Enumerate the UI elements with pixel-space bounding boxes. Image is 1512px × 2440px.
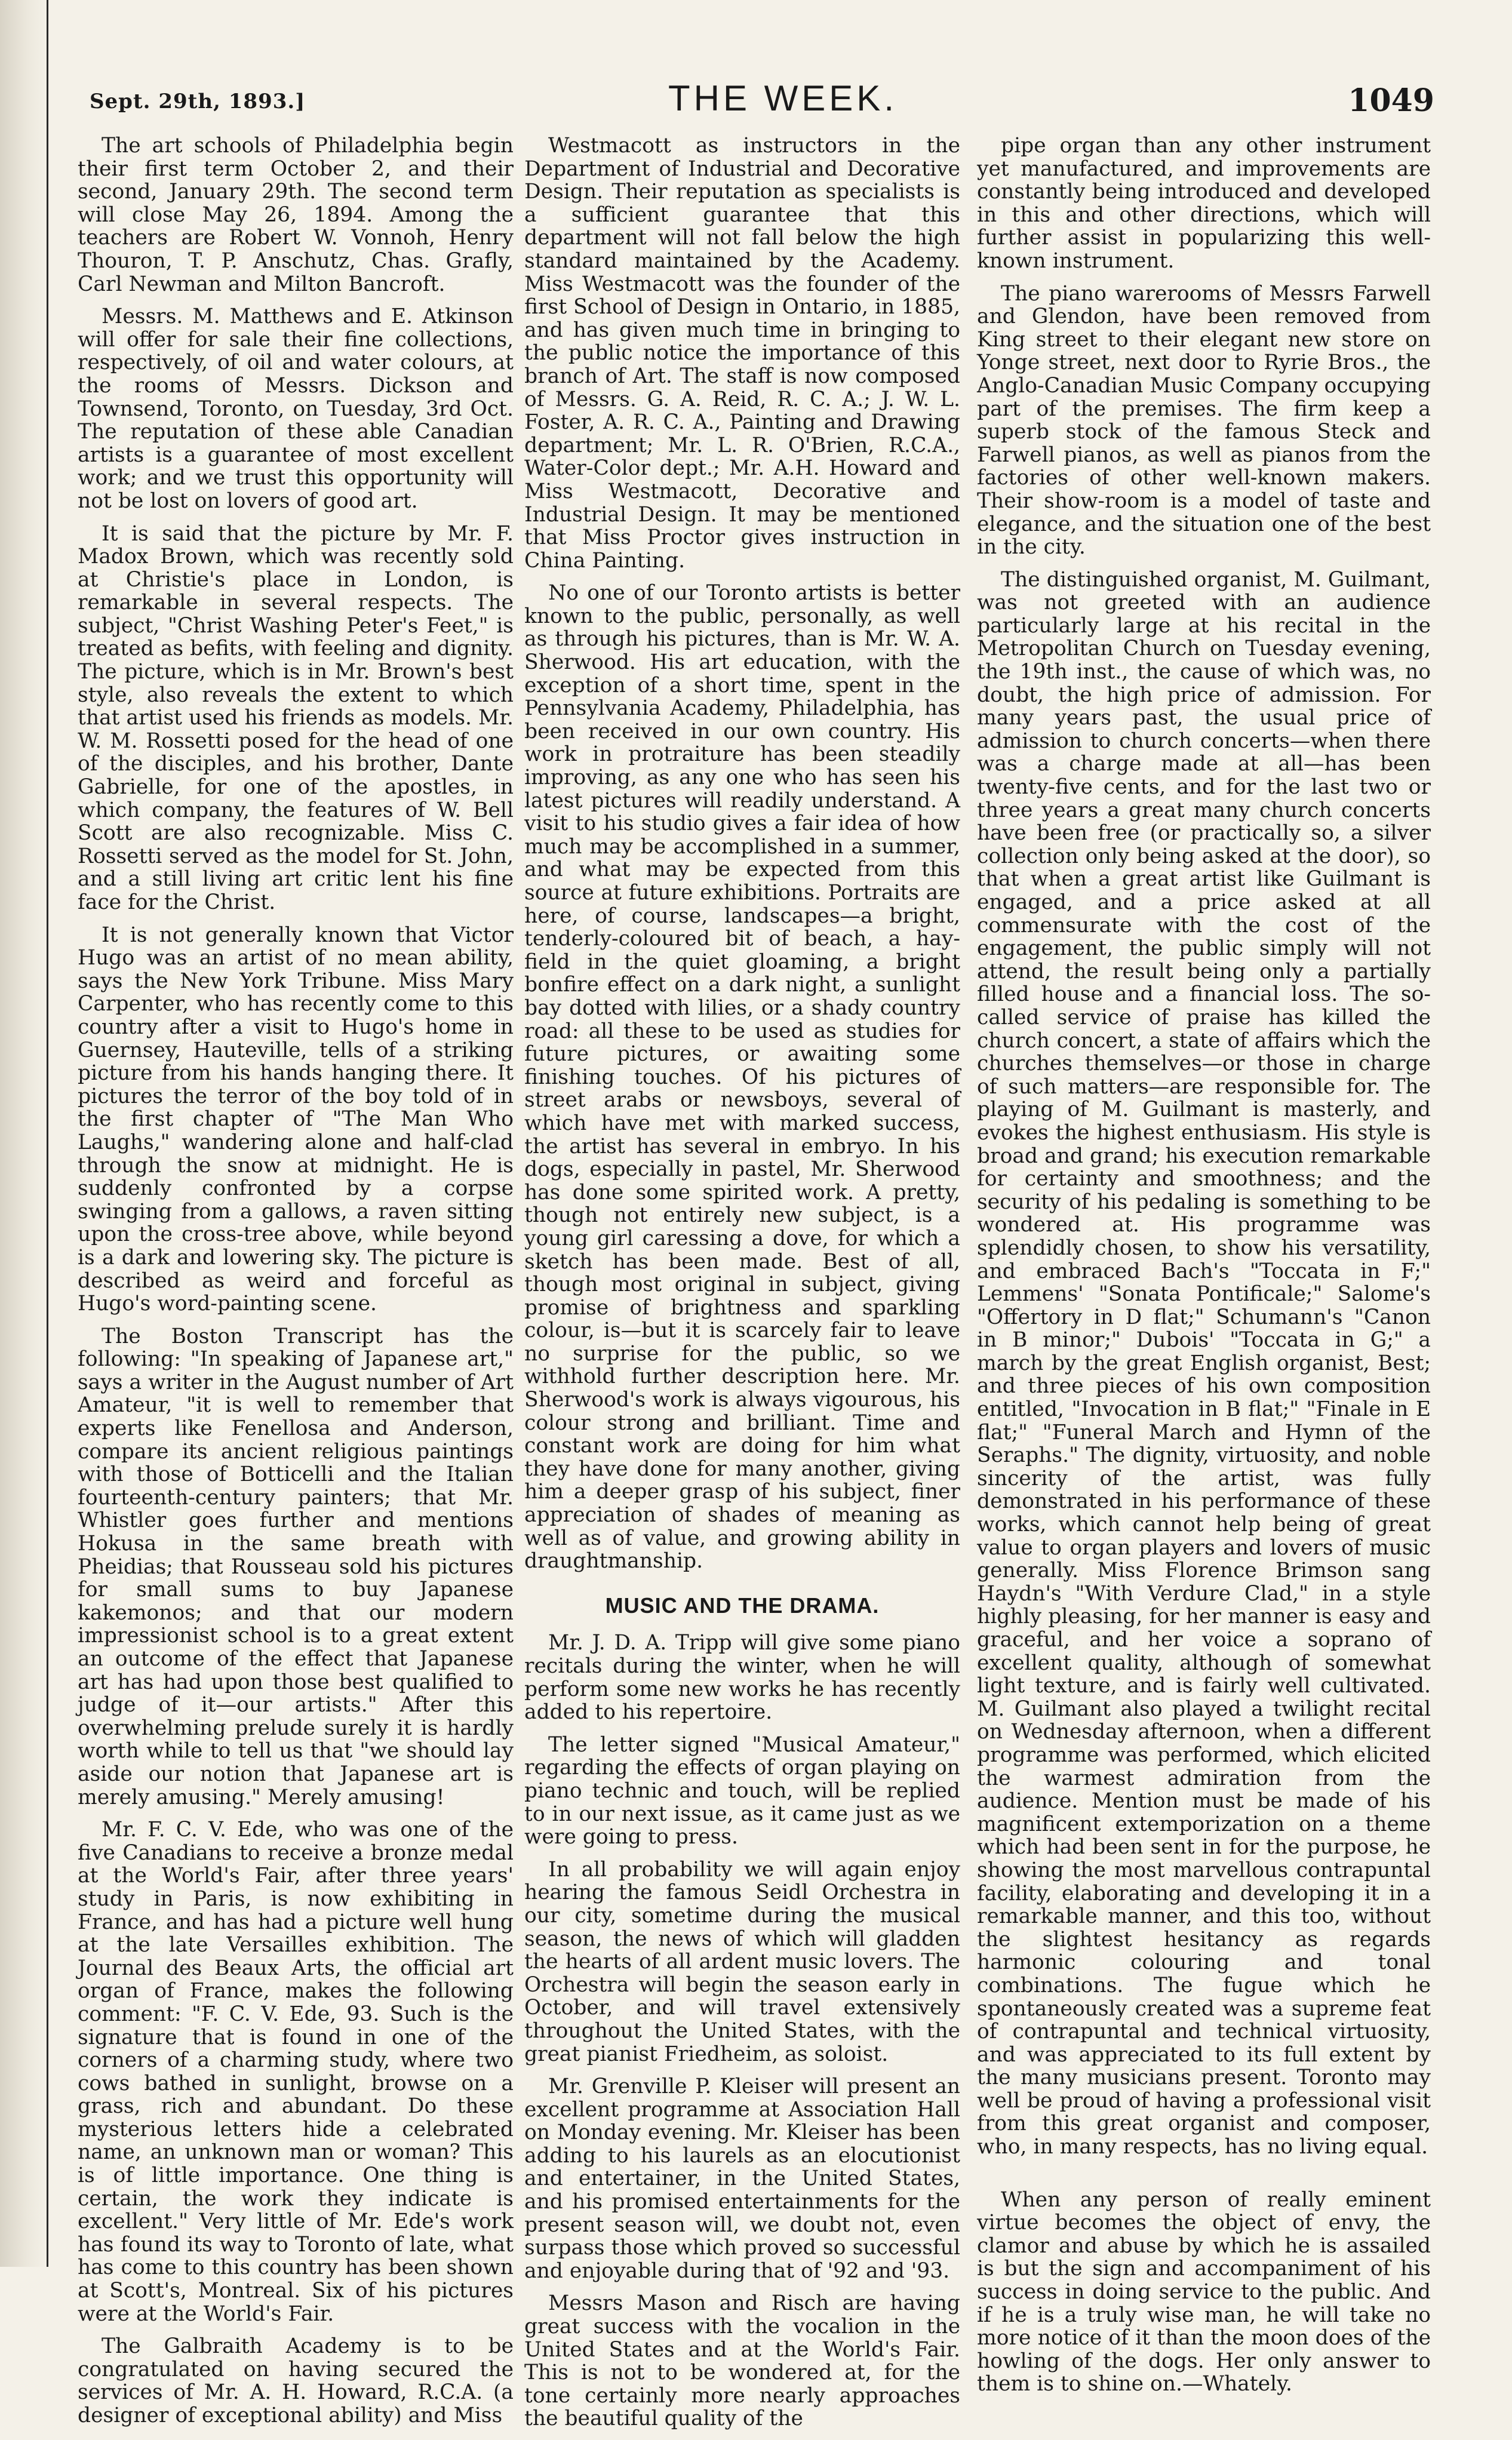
spacer [977,2168,1431,2189]
paragraph: The piano warerooms of Messrs Farwell and Glendon, have been removed from King street to their elegant new store on Yonge street, next door to Ryrie Bros., the Anglo-Canadian Music Company occupying part of the premises. The firm keep a superb stock of the famous Steck and Farwell pianos, as well as pianos from the factories of other well-known makers. Their show-room is a model of taste and elegance, and the situation one of the best in the city. [977,281,1431,560]
column-right [977,134,1431,2405]
page-number: 1049 [1348,82,1434,119]
paragraph: Mr. Grenville P. Kleiser will present an excellent programme at Association Hall on Monday evening. Mr. Kleiser has been adding to his laurels as an elocutionist and entertainer, in the United States, and his promised entertainments for the present season will, we doubt not, even surpass those which proved so successful and enjoyable during that of '92 and '93. [524,2075,960,2283]
publication-title: THE WEEK. [668,78,898,118]
paragraph: Mr. J. D. A. Tripp will give some piano recitals during the winter, when he will perform some new works he has recently added to his repertoire. [524,1631,960,1725]
column-left [78,134,514,2437]
issue-date: Sept. 29th, 1893.] [90,90,306,113]
paragraph: The art schools of Philadelphia begin their first term October 2, and their second, January 29th. The second term will close May 26, 1894. Among the teachers are Robert W. Vonnoh, Henry Thouron, T. P. Anschutz, Chas. Grafly, Carl Newman and Milton Bancroft. [78,134,514,296]
paragraph: The Boston Transcript has the following: "In speaking of Japanese art," says a writer in the August number of Art Amateur, "it is well to remember that experts like Fenellosa and Anderson, compare its ancient religious paintings with those of Botticelli and the Italian fourteenth-century painters; that Mr. Whistler goes further and mentions Hokusa in the same breath with Pheidias; that Rousseau sold his pictures for small sums to buy Japanese kakemonos; and that our modern impressionist school is to a great extent an outcome of the effect that Japanese art has had upon those best qualified to judge of it—our artists." After this overwhelming prelude surely it is hardly worth while to tell us that "we should lay aside our notion that Japanese art is merely amusing." Merely amusing! [78,1324,514,1809]
paragraph: The Galbraith Academy is to be congratulated on having secured the services of Mr. A. H. Howard, R.C.A. (a designer of exceptional ability) and Miss [78,2334,514,2427]
paragraph: It is not generally known that Victor Hugo was an artist of no mean ability, says the New York Tribune. Miss Mary Carpenter, who has recently come to this country after a visit to Hugo's home in Guernsey, Hauteville, tells of a striking picture from his hands hanging there. It pictures the terror of the boy told of in the first chapter of "The Man Who Laughs," wandering alone and half-clad through the snow at midnight. He is suddenly confronted by a corpse swinging from a gallows, a raven sitting upon the cross-tree above, while beyond is a dark and lowering sky. The picture is described as weird and forceful as Hugo's word-painting scene. [78,923,514,1316]
binding-edge [0,0,48,2267]
paragraph: The distinguished organist, M. Guilmant, was not greeted with an audience particularly large at his recital in the Metropolitan Church on Tuesday evening, the 19th inst., the cause of which was, no doubt, the high price of admission. For many years past, the usual price of admission to church concerts—when there was a charge made at all—has been twenty-five cents, and for the last two or three years a great many church concerts have been free (or practically so, a silver collection only being asked at the door), so that when a great artist like Guilmant is engaged, and a price asked at all commensurate with the cost of the engagement, the public simply will not attend, the result being only a partially filled house and a financial loss. The so-called service of praise has killed the church concert, a state of affairs which the churches themselves—or those in charge of such matters—are responsible for. The playing of M. Guilmant is masterly, and evokes the highest enthusiasm. His style is broad and grand; his execution remarkable for certainty and smoothness; and the security of his pedaling is something to be wondered at. His programme was splendidly chosen, to show his versatility, and embraced Bach's "Toccata in F;" Lemmens' "Sonata Pontificale;" Salome's "Offertory in D flat;" Schumann's "Canon in B minor;" Dubois' "Toccata in G;" a march by the great English organist, Best; and three pieces of his own composition entitled, "Invocation in B flat;" "Finale in E flat;" "Funeral March and Hymn of the Seraphs." The dignity, virtuosity, and noble sincerity of the artist, was fully demonstrated in his performance of these works, which cannot help being of great value to organ players and lovers of music generally. Miss Florence Brimson sang Haydn's "With Verdure Clad," in a style highly pleasing, for her manner is easy and graceful, and her voice a soprano of excellent quality, although of somewhat light texture, and is fairly well cultivated. M. Guilmant also played a twilight recital on Wednesday afternoon, when a different programme was performed, which elicited the warmest admiration from the audience. Mention must be made of his magnificent extemporization on a theme which had been sent in for the purpose, he showing the most marvellous contrapuntal facility, elaborating and developing it in a remarkable manner, and this too, without the slightest hesitancy as regards harmonic colouring and tonal combinations. The fugue which he spontaneously created was a supreme feat of contrapuntal and technical virtuosity, and was appreciated to its full extent by the many musicians present. Toronto may well be proud of having a professional visit from this great organist and composer, who, in many respects, has no living equal. [977,567,1431,2159]
paragraph: Messrs Mason and Risch are having great success with the vocalion in the United States and at the World's Fair. This is not to be wondered at, for the tone certainly more nearly approaches the beautiful quality of the [524,2291,960,2431]
paragraph: pipe organ than any other instrument yet manufactured, and improvements are constantly being introduced and developed in this and other directions, which will further assist in popularizing this well-known instrument. [977,134,1431,273]
column-middle [524,134,960,2440]
paragraph: It is said that the picture by Mr. F. Madox Brown, which was recently sold at Christie's place in London, is remarkable in several respects. The subject, "Christ Washing Peter's Feet," is treated as befits, with feeling and dignity. The picture, which is in Mr. Brown's best style, also reveals the extent to which that artist used his friends as models. Mr. W. M. Rossetti posed for the head of one of the disciples, and his brother, Dante Gabrielle, for one of the apostles, in which company, the features of W. Bell Scott are also recognizable. Miss C. Rossetti served as the model for St. John, and a still living art critic lent his fine face for the Christ. [78,521,514,914]
paragraph: In all probability we will again enjoy hearing the famous Seidl Orchestra in our city, sometime during the musical season, the news of which will gladden the hearts of all ardent music lovers. The Orchestra will begin the season early in October, and will travel extensively throughout the United States, with the great pianist Friedheim, as soloist. [524,1857,960,2066]
paragraph: No one of our Toronto artists is better known to the public, personally, as well as through his pictures, than is Mr. W. A. Sherwood. His art education, with the exception of a short time, spent in the Pennsylvania Academy, Philadelphia, has been received in our own country. His work in protraiture has been steadily improving, as any one who has seen his latest pictures will readily understand. A visit to his studio gives a fair idea of how much may be accomplished in a summer, and what may be expected from this source at future exhibitions. Portraits are here, of course, landscapes—a bright, tenderly-coloured bit of beach, a hay-field in the quiet gloaming, a bright bonfire effect on a dark night, a sunlight bay dotted with lilies, or a shady country road: all these to be used as studies for future pictures, or awaiting some finishing touches. Of his pictures of street arabs or newsboys, several of which have met with marked success, the artist has several in embryo. In his dogs, especially in pastel, Mr. Sherwood has done some spirited work. A pretty, though not entirely new subject, is a young girl caressing a dove, for which a sketch has been made. Best of all, though most original in subject, giving promise of brightness and sparkling colour, is—but it is scarcely fair to leave no surprise for the public, so we withhold further description here. Mr. Sherwood's work is always vigourous, his colour strong and brilliant. Time and constant work are doing for him what they have done for many another, giving him a deeper grasp of his subject, finer appreciation of shades of meaning as well as of value, and growing ability in draughtmanship. [524,581,960,1574]
section-heading-music-drama: MUSIC AND THE DRAMA. [605,1593,880,1618]
paragraph: Westmacott as instructors in the Department of Industrial and Decorative Design. Their reputation as specialists is a sufficient guarantee that this department will not fall below the high standard maintained by the Academy. Miss Westmacott was the founder of the first School of Design in Ontario, in 1885, and has given much time in bringing to the public notice the importance of this branch of Art. The staff is now composed of Messrs. G. A. Reid, R. C. A.; J. W. L. Foster, A. R. C. A., Painting and Drawing department; Mr. L. R. O'Brien, R.C.A., Water-Color dept.; Mr. A.H. Howard and Miss Westmacott, Decorative and Industrial Design. It may be mentioned that Miss Proctor gives instruction in China Painting. [524,134,960,573]
paragraph: Messrs. M. Matthews and E. Atkinson will offer for sale their fine collections, respectively, of oil and water colours, at the rooms of Messrs. Dickson and Townsend, Toronto, on Tuesday, 3rd Oct. The reputation of these able Canadian artists is a guarantee of most excellent work; and we trust this opportunity will not be lost on lovers of good art. [78,305,514,513]
paragraph: Mr. F. C. V. Ede, who was one of the five Canadians to receive a bronze medal at the World's Fair, after three years' study in Paris, is now exhibiting in France, and has had a picture well hung at the late Versailles exhibition. The Journal des Beaux Arts, the official art organ of France, makes the following comment: "F. C. V. Ede, 93. Such is the signature that is found in one of the corners of a charming study, where two cows bathed in sunlight, browse on a grass, rich and abundant. Do these mysterious letters hide a celebrated name, an unknown man or woman? This is of little importance. One thing is certain, the work they indicate is excellent." Very little of Mr. Ede's work has found its way to Toronto of late, what has come to this country has been shown at Scott's, Montreal. Six of his pictures were at the World's Fair. [78,1818,514,2326]
closing-quote: When any person of really eminent virtue becomes the object of envy, the clamor and abuse by which he is assailed is but the sign and accompaniment of his success in doing service to the public. And if he is a truly wise man, he will take no more notice of it than the moon does of the howling of the dogs. Her only answer to them is to shine on.—Whately. [977,2187,1431,2396]
paragraph: The letter signed "Musical Amateur," regarding the effects of organ playing on piano technic and touch, will be replied to in our next issue, as it came just as we were going to press. [524,1732,960,1849]
page-header [78,78,1488,131]
